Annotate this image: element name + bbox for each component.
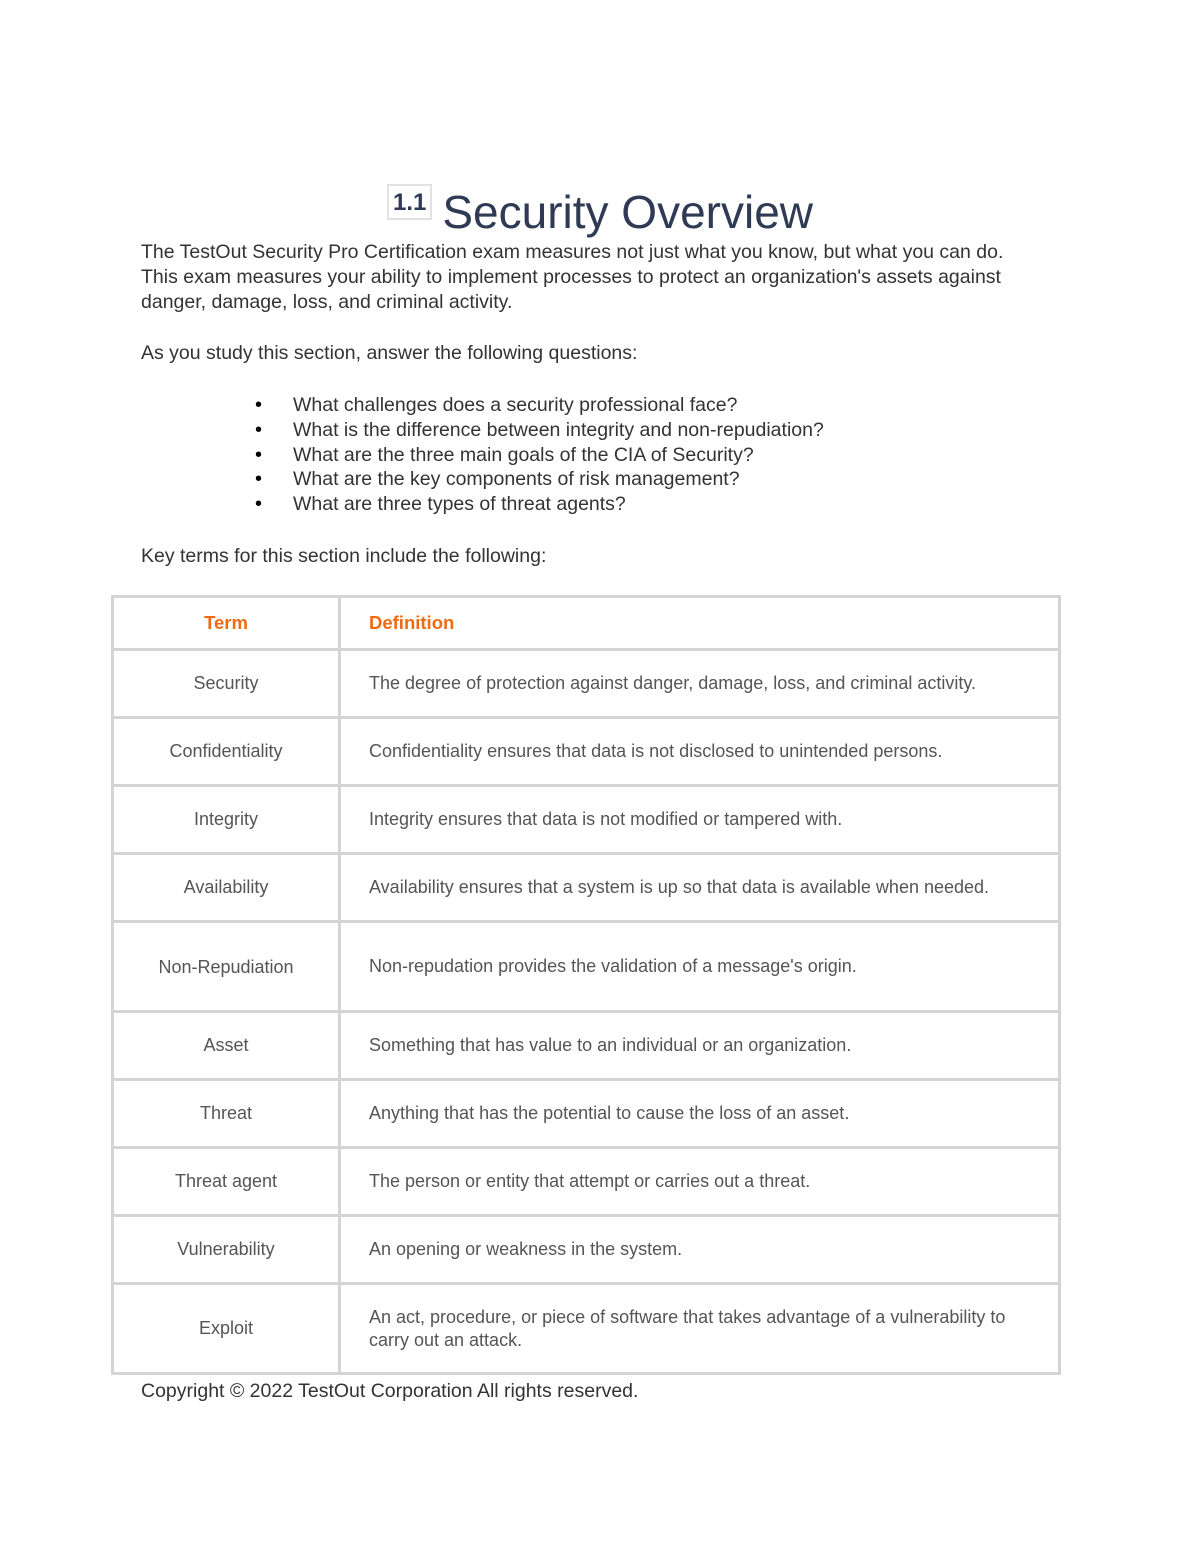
term-cell: Security [113, 650, 340, 718]
question-item: • What are the three main goals of the CIA of Security? [255, 443, 824, 468]
table-row [113, 1012, 1060, 1080]
column-header-definition: Definition [340, 597, 1060, 650]
definition-cell: Confidentiality ensures that data is not disclosed to unintended persons. [340, 718, 1060, 786]
definition-cell: Integrity ensures that data is not modified or tampered with. [340, 786, 1060, 854]
intro-paragraph: The TestOut Security Pro Certification exam measures not just what you know, but what you can do. This exam measures your ability to implement processes to protect an organization's assets against danger, damage, loss, and criminal activity. [141, 241, 1004, 313]
table-row [113, 1216, 1060, 1284]
term-cell: Integrity [113, 786, 340, 854]
section-title: Security Overview [442, 185, 814, 238]
table-row [113, 650, 1060, 718]
key-terms-table [111, 595, 1061, 1375]
term-cell: Vulnerability [113, 1216, 340, 1284]
table-row [113, 1284, 1060, 1374]
table-row [113, 1148, 1060, 1216]
term-cell: Exploit [113, 1284, 340, 1374]
copyright-footer: Copyright © 2022 TestOut Corporation All rights reserved. [141, 1380, 639, 1402]
term-cell: Availability [113, 854, 340, 922]
term-cell: Asset [113, 1012, 340, 1080]
section-number-badge: 1.1 [387, 184, 432, 220]
table-row [113, 786, 1060, 854]
term-cell: Non-Repudiation [113, 922, 340, 1012]
question-item: • What challenges does a security professional face? [255, 393, 824, 418]
definition-cell: Something that has value to an individual or an organization. [340, 1012, 1060, 1080]
definition-cell: An opening or weakness in the system. [340, 1216, 1060, 1284]
definition-cell: Anything that has the potential to cause the loss of an asset. [340, 1080, 1060, 1148]
table-row [113, 718, 1060, 786]
definition-cell: An act, procedure, or piece of software that takes advantage of a vulnerability to carry out an attack. [340, 1284, 1060, 1374]
page-title [0, 184, 1200, 239]
definition-cell: The degree of protection against danger, damage, loss, and criminal activity. [340, 650, 1060, 718]
definition-cell: Availability ensures that a system is up so that data is available when needed. [340, 854, 1060, 922]
term-cell: Confidentiality [113, 718, 340, 786]
questions-prompt: As you study this section, answer the following questions: [141, 342, 638, 364]
term-cell: Threat agent [113, 1148, 340, 1216]
term-cell: Threat [113, 1080, 340, 1148]
table-header-row [113, 597, 1060, 650]
table-row [113, 854, 1060, 922]
question-item: • What are three types of threat agents? [255, 492, 824, 517]
question-item: • What are the key components of risk management? [255, 467, 824, 492]
key-terms-intro: Key terms for this section include the following: [141, 545, 547, 567]
table-row [113, 922, 1060, 1012]
table-row [113, 1080, 1060, 1148]
definition-cell: The person or entity that attempt or carries out a threat. [340, 1148, 1060, 1216]
questions-list [255, 393, 824, 517]
definition-cell: Non-repudation provides the validation of a message's origin. [340, 922, 1060, 1012]
column-header-term: Term [113, 597, 340, 650]
question-item: • What is the difference between integrity and non-repudiation? [255, 418, 824, 443]
